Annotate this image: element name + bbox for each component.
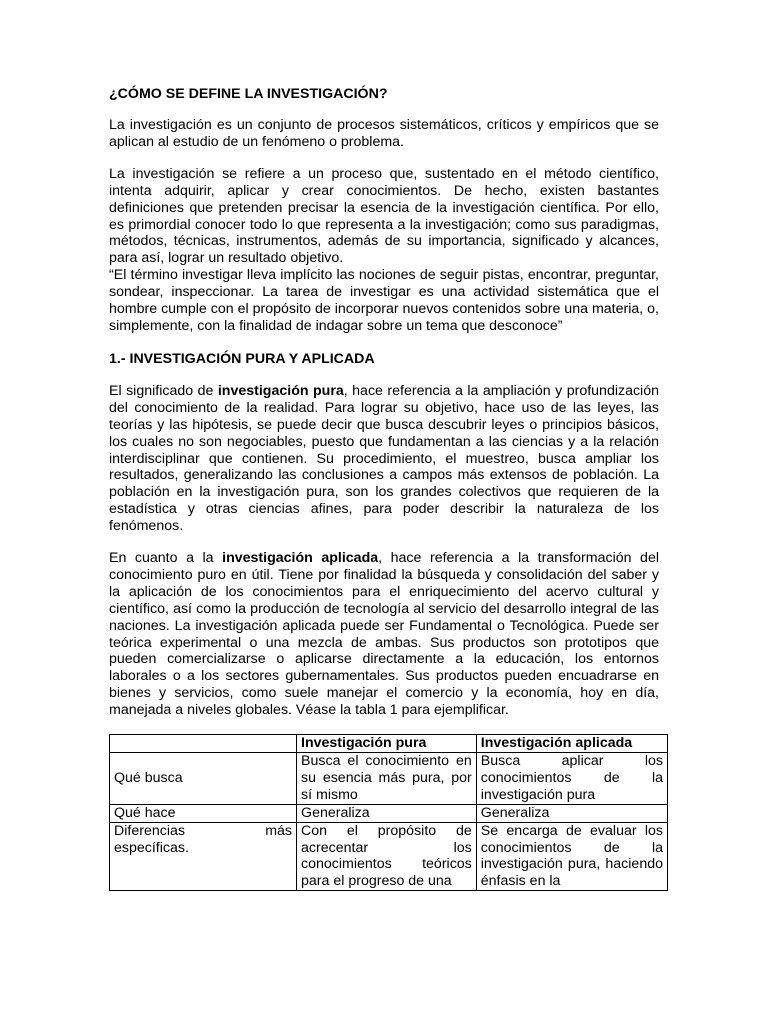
section-heading: 1.- INVESTIGACIÓN PURA Y APLICADA	[109, 350, 375, 367]
table-row	[110, 804, 668, 822]
pura-paragraph	[109, 383, 659, 535]
table-cell: Generaliza	[476, 804, 667, 822]
table-cell: Busca aplicar los conocimientos de la investigación pura	[476, 753, 667, 805]
table-cell	[297, 822, 477, 890]
table-cell: Busca el conocimiento en su esencia más pura, por sí mismo	[297, 753, 477, 805]
table-cell-text: Se encarga de evaluar los conocimientos de la investigación pura, haciendo énfasis en la	[480, 822, 663, 890]
comparison-table	[109, 734, 668, 891]
pura-body: , hace referencia a la ampliación y profundización del conocimiento de la realidad. Para lograr su objetivo, hace uso de las leyes, las teorías y las hipótesis, se puede decir que busca descubrir leyes o principios básicos, los cuales no son negociables, puesto que fundamentan a las ciencias y a la relación interdisciplinar que contienen. Su procedimiento, el muestreo, busca ampliar los resultados, generalizando las conclusiones a campos más extensos de población. La población en la investigación pura, son los grandes colectivos que requieren de la estadística y otras ciencias afines, para poder describir la naturaleza de los fenómenos.	[109, 382, 659, 535]
table-cell	[476, 822, 667, 890]
page-title: ¿CÓMO SE DEFINE LA INVESTIGACIÓN?	[109, 86, 388, 102]
table-cell	[110, 822, 297, 890]
aplicada-paragraph	[109, 550, 659, 719]
table-cell: Qué busca	[110, 753, 297, 805]
table-row	[110, 753, 668, 805]
table-header-cell	[110, 735, 297, 753]
aplicada-body: , hace referencia a la transformación del conocimiento puro en útil. Tiene por finalidad la búsqueda y consolidación del saber y la aplicación de los conocimientos para el enriquecimiento del acervo cultural y científico, así como la producción de tecnología al servicio del desarrollo integral de las naciones. La investigación aplicada puede ser Fundamental o Tecnológica. Puede ser teórica experimental o una mezcla de ambas. Sus productos son prototipos que pueden comercializarse o aplicarse directamente a la educación, los entornos laborales o a los sectores gubernamentales. Sus productos pueden encuadrarse en bienes y servicios, como suele manejar el comercio y la economía, hoy en día, manejada a niveles globales. Véase la tabla 1 para ejemplificar.	[109, 550, 659, 719]
intro-paragraph-1: La investigación es un conjunto de procesos sistemáticos, críticos y empíricos que se aplican al estudio de un fenómeno o problema.	[109, 117, 659, 150]
pura-term: investigación pura	[217, 382, 344, 399]
aplicada-lead: En cuanto a la	[109, 550, 223, 567]
pura-lead: El significado de	[109, 382, 218, 399]
aplicada-term: investigación aplicada	[222, 550, 379, 567]
table-header-cell: Investigación pura	[297, 735, 477, 753]
table-cell-text: Con el propósito de acrecentar los conocimientos teóricos para el progreso de una	[301, 822, 472, 890]
table-cell: Qué hace	[110, 804, 297, 822]
table-header-row	[110, 735, 668, 753]
intro-paragraph-2: La investigación se refiere a un proceso que, sustentado en el método científico, intenta adquirir, aplicar y crear conocimientos. De hecho, existen bastantes definiciones que pretenden precisar la esencia de la investigación científica. Por ello, es primordial conocer todo lo que representa a la investigación; como sus paradigmas, métodos, técnicas, instrumentos, además de su importancia, significado y alcances, para así, lograr un resultado objetivo.	[109, 165, 659, 267]
table-header-cell: Investigación aplicada	[476, 735, 667, 753]
intro-quote-paragraph: “El término investigar lleva implícito las nociones de seguir pistas, encontrar, preguntar, sondear, inspeccionar. La tarea de investigar es una actividad sistemática que el hombre cumple con el propósito de incorporar nuevos contenidos sobre una materia, o, simplemente, con la finalidad de indagar sobre un tema que desconoce”	[109, 267, 659, 334]
table-cell-text: Diferencias más específicas.	[114, 822, 293, 856]
table-row	[110, 822, 668, 890]
table-cell: Generaliza	[297, 804, 477, 822]
